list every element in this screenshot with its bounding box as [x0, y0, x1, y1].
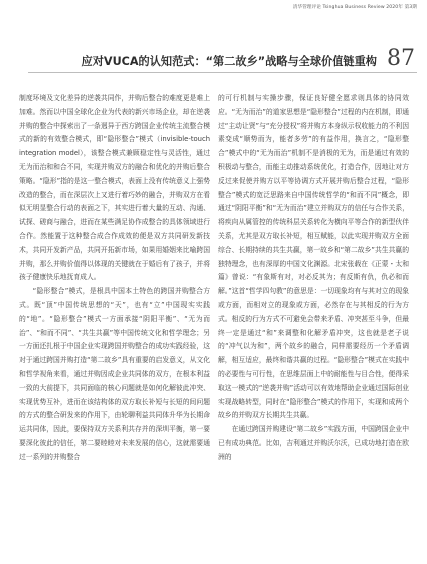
paragraph: “隐形整合”模式，是根具中国本土特色的跨国并购整合方式。既“顶”中国传统思想的“天”，也有“立”中国现实实践的“地”。“隐形整合”模式一方面承接“阴阳平衡”、“无为而治”、“和而不同”、“共生共赢”等中国传统文化和哲学理念；另一方面还扎根于中国企业实现跨国并购整合的成功实践经验，这对于通过跨国并购打造“第二故乡”具有重要的启发意义，从文化和哲学视角来看，通过并购因成企业共同体的双方，在根本利益一致的大前提下，共同面临的核心问题就是如何化解彼此冲突、实现优势互补，进而在该结构体的双方取长补短与长短的间问题的方式的整合研发来的作用下，由轮聊利益共同体升华为长期命运共同体，因此，要保持双方关系利共存并的深圳平衡，第一要要深化彼此的信任，第二要睦睦对未来发展的信心，这就需要通过一系列的并购整合: [19, 287, 210, 461]
left-column: [19, 92, 210, 540]
paragraph: 在通过跨国并购建设“第二故乡”实践方面，中国跨国企业中已有成功典范。比如，吉利通过并购沃尔沃，已成功地打造在欧洲的: [218, 425, 409, 461]
header-divider: [28, 72, 417, 73]
article-header: [0, 44, 427, 74]
paragraph: 制度环境及文化差异的逆袭共同作，并购后整合的难度更是难上加难。然而以中国全球化企业为代表的新兴市场企业，却在逆袭并购的整合中探索出了一条迥异于西方跨国企业传统主流整合模式的新的有效整合模式，即“隐形整合”模式（invisible-touch integration model），该整合模式兼顾稳定性与灵活性，通过无为而治和和合不同，实现并购双方的融合和优化的并购后整合策略。“隐形”指的是这一整合模式，表面上没有传统意义上强势改造的整合，而在深层次上又进行着巧妙的融合，并购双方在看似无明显整合行动的表面之下，其实进行着大量的互动、沟通、试探、磋商与融合，进而在某些满足协作成整合的具体领域进行合作。然能置于这种整合成合作成效的便是双方共同研发新技术，共同开发新产品，共同开拓新市场，如果用婚姻来比喻跨国并购，那么并购价值得以体现的关键就在于婚后有了孩子，并将孩子健康快乐地抚育成人。: [19, 94, 210, 282]
page-number: 87: [387, 46, 415, 71]
right-column: [218, 92, 409, 540]
article-title: 应对VUCA的认知范式：“第二故乡”战略与全球价值链重构: [81, 55, 377, 68]
paragraph: 的可行机制与实操步骤，保证良好健全愿求则具体的协同效应。“无为而治”的道家思想是“隐形整合”过程的内在机制，即通过“主动让贤”与“充分授权”将并购方本身纵示权收能力的不利因素变成“顺势而为，能者多劳”的有益作用，换言之，“隐形整合”模式中的“无为而治”机制不是消极的无为，而是通过有效的积极动与整合，而能主动推动系统优化，打造合作，因地让对方反过来促使并购方以平等协调方式开展并购后整合过程，“隐形整合”模式的宽泛思路来自中国传统哲学的“和而不同”概念，即通过“阴阳平衡”和“无为而治”建立并购双方的信任与合作关系，将疾向从属管控的传统科层关系转化为横向平等合作的新型伙伴关系，尤其是双方取长补短，相互赋能，以此实现并购双方全面综合、长期持续的共生共赢，第一故乡和“第二故乡”共生共赢的独特理念，也有深厚的中国文化渊源。北宋张载在《正蒙・太和篇》曾说：“有象斯有对，对必反其为；有反斯有仇，仇必和而解。”这首“哲学四句教”的意思是：一切现象均有与其对立的现象或方面，而相对立的现象或方面，必然存在与其相反的行为方式。相反的行为方式不可避免会带来矛盾、冲突甚至斗争，但最终一定是通过“和”来调整和化解矛盾冲突，这也就是老子说的“冲气以为和”，两个故乡的融合，同样需要经历一个矛盾调解，相互适应，最终和谐共赢的过程。“隐形整合”模式在实践中的必要性与可行性，在思维层面上中的耐能性与目合性，便得采取这一模式的“逆袭并购”活动可以有效地帮助企业通过国际创业实现战略转型，同时在“隐形整合”模式的作用下，实现和成两个故乡的并购双方长期共生共赢。: [218, 94, 409, 420]
journal-masthead: 清华管理评论 Tsinghua Business Review 2020年 第3期: [292, 5, 417, 10]
